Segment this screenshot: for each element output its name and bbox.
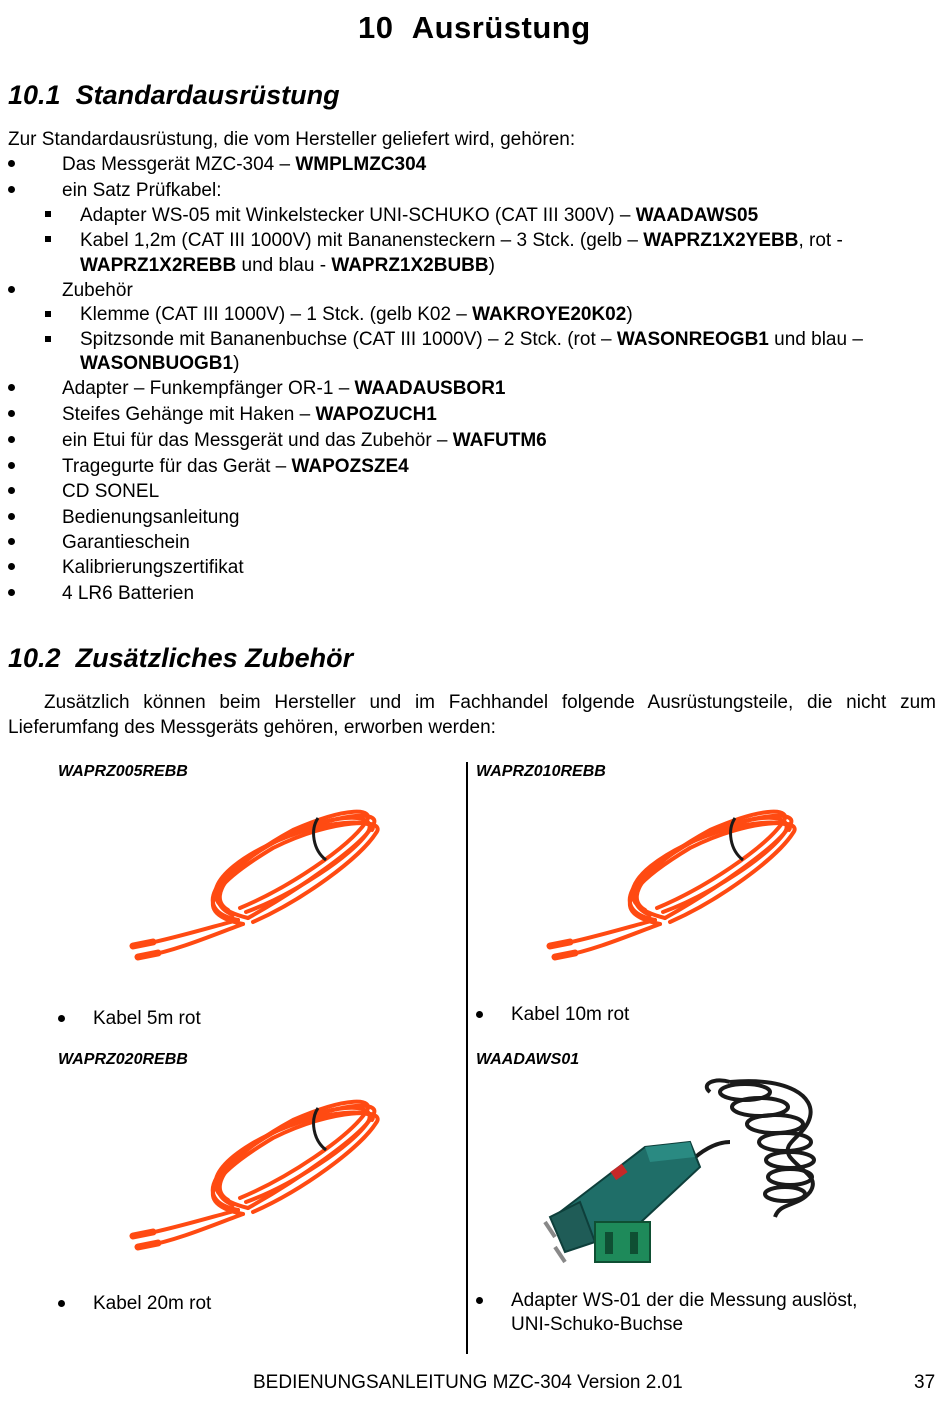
bullet-icon (8, 589, 15, 596)
bullet-icon (8, 436, 15, 443)
list-item: ein Etui für das Messgerät und das Zubehör – WAFUTM6 (62, 430, 547, 451)
list-item: ein Satz Prüfkabel: (62, 180, 222, 201)
list-subitem-continued: WAPRZ1X2REBB und blau - WAPRZ1X2BUBB) (80, 255, 495, 276)
list-subitem: Adapter WS-05 mit Winkelstecker UNI-SCHUKO (CAT III 300V) – WAADAWS05 (80, 205, 759, 226)
chapter-title: Ausrüstung (411, 10, 591, 45)
footer-manual-title: BEDIENUNGSANLEITUNG MZC-304 Version 2.01 (253, 1372, 683, 1393)
bullet-icon (8, 160, 15, 167)
list-subitem: Kabel 1,2m (CAT III 1000V) mit Bananensteckern – 3 Stck. (gelb – WAPRZ1X2YEBB, rot - (80, 230, 843, 251)
bullet-icon (8, 286, 15, 293)
bullet-icon (476, 1297, 483, 1304)
section-heading-additional (8, 643, 353, 674)
bullet-icon (8, 487, 15, 494)
column-divider (466, 762, 468, 1354)
page-number: 37 (914, 1372, 936, 1393)
bullet-icon (8, 538, 15, 545)
list-item: Bedienungsanleitung (62, 507, 240, 528)
orange-cable-image (128, 800, 388, 960)
bullet-icon (8, 384, 15, 391)
accessory-caption: Kabel 20m rot (93, 1293, 212, 1314)
square-bullet-icon (45, 311, 51, 317)
section-heading-standard (8, 80, 340, 111)
accessory-caption: Adapter WS-01 der die Messung auslöst, (511, 1290, 858, 1311)
accessory-code: WAPRZ010REBB (476, 763, 606, 780)
bullet-icon (476, 1011, 483, 1018)
list-subitem: Klemme (CAT III 1000V) – 1 Stck. (gelb K02 – WAKROYE20K02) (80, 304, 633, 325)
bullet-icon (8, 462, 15, 469)
section-intro: Zur Standardausrüstung, die vom Hersteller geliefert wird, gehören: (8, 129, 576, 150)
list-item: CD SONEL (62, 481, 160, 502)
section-intro-line1: Zusätzlich können beim Hersteller und im Fachhandel folgende Ausrüstungsteile, die nicht zum (44, 692, 936, 713)
section-number: 10.2 (8, 643, 61, 673)
section-title: Standardausrüstung (75, 80, 340, 110)
list-item: Kalibrierungszertifikat (62, 557, 244, 578)
square-bullet-icon (45, 336, 51, 342)
section-intro-line2: Lieferumfang des Messgeräts gehören, erworben werden: (8, 717, 496, 738)
list-item: Zubehör (62, 280, 133, 301)
chapter-heading (358, 10, 591, 46)
list-item: Adapter – Funkempfänger OR-1 – WAADAUSBOR1 (62, 378, 506, 399)
accessory-caption-continued: UNI-Schuko-Buchse (511, 1314, 684, 1335)
list-subitem: Spitzsonde mit Bananenbuchse (CAT III 1000V) – 2 Stck. (rot – WASONREOGB1 und blau – (80, 329, 863, 350)
accessory-code: WAPRZ005REBB (58, 763, 188, 780)
orange-cable-image (545, 800, 805, 960)
orange-cable-image (128, 1090, 388, 1250)
section-title: Zusätzliches Zubehör (75, 643, 354, 673)
bullet-icon (58, 1015, 65, 1022)
bullet-icon (58, 1300, 65, 1307)
schuko-adapter-image (540, 1072, 830, 1282)
list-item: Tragegurte für das Gerät – WAPOZSZE4 (62, 456, 409, 477)
square-bullet-icon (45, 211, 51, 217)
list-item: Steifes Gehänge mit Haken – WAPOZUCH1 (62, 404, 437, 425)
accessory-code: WAADAWS01 (476, 1051, 580, 1068)
accessory-code: WAPRZ020REBB (58, 1051, 188, 1068)
bullet-icon (8, 186, 15, 193)
list-item: Das Messgerät MZC-304 – WMPLMZC304 (62, 154, 427, 175)
list-subitem-continued: WASONBUOGB1) (80, 353, 240, 374)
chapter-number: 10 (358, 10, 394, 45)
accessory-caption: Kabel 10m rot (511, 1004, 630, 1025)
bullet-icon (8, 410, 15, 417)
square-bullet-icon (45, 236, 51, 242)
bullet-icon (8, 563, 15, 570)
list-item: 4 LR6 Batterien (62, 583, 195, 604)
section-number: 10.1 (8, 80, 61, 110)
list-item: Garantieschein (62, 532, 190, 553)
bullet-icon (8, 513, 15, 520)
accessory-caption: Kabel 5m rot (93, 1008, 201, 1029)
